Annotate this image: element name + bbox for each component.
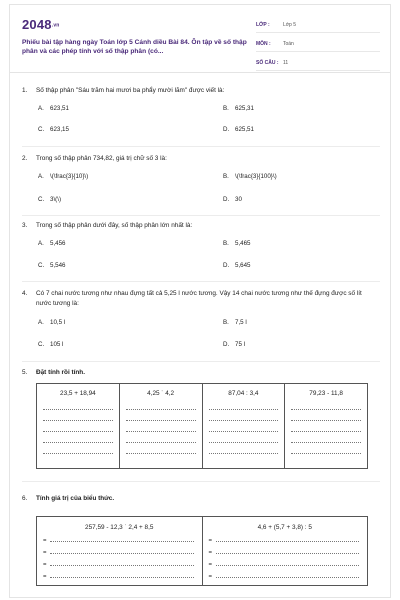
meta-panel bbox=[256, 18, 380, 75]
option-text: 5,645 bbox=[235, 262, 251, 269]
option-text: 5,456 bbox=[50, 240, 66, 247]
answer-line bbox=[43, 409, 113, 410]
option-c[interactable] bbox=[38, 341, 63, 348]
option-text: 30 bbox=[235, 196, 242, 203]
divider bbox=[22, 281, 380, 282]
option-key: D. bbox=[223, 196, 230, 203]
question-text: Trong số thập phân dưới đây, số thập phân lớn nhất là: bbox=[36, 222, 193, 229]
option-c[interactable] bbox=[38, 262, 65, 269]
answer-line bbox=[291, 420, 361, 421]
equals-sign: = bbox=[208, 538, 213, 544]
worksheet bbox=[9, 4, 391, 598]
equals-sign: = bbox=[208, 550, 213, 556]
meta-value: 11 bbox=[283, 60, 289, 66]
option-key: D. bbox=[223, 341, 230, 348]
answer-line bbox=[291, 409, 361, 410]
page-title: Phiếu bài tập hàng ngày Toán lớp 5 Cánh diều Bài 84. Ôn tập về số thập phân và các phép tính với số thập phân (có... bbox=[22, 39, 247, 55]
answer-line bbox=[43, 420, 113, 421]
calculation-expression: 4,25 ˙ 4,2 bbox=[147, 390, 175, 397]
option-c[interactable] bbox=[38, 126, 69, 133]
question-text: Số thập phân "Sáu trăm hai mươi ba phẩy mười lăm" được viết là: bbox=[36, 87, 225, 94]
answer-line bbox=[209, 453, 279, 454]
answer-line bbox=[43, 442, 113, 443]
question-number: 4. bbox=[22, 290, 28, 297]
equals-sign: = bbox=[43, 538, 47, 544]
divider bbox=[22, 146, 380, 147]
meta-value: Lớp 5 bbox=[283, 22, 297, 28]
question-text: Đặt tính rồi tính. bbox=[36, 369, 85, 376]
calculation-table bbox=[36, 383, 368, 469]
answer-line bbox=[43, 574, 194, 580]
option-b[interactable] bbox=[223, 319, 247, 326]
option-key: B. bbox=[223, 173, 229, 180]
meta-row-count bbox=[256, 56, 380, 71]
meta-key: SỐ CÂU : bbox=[256, 60, 279, 66]
answer-line bbox=[291, 453, 361, 454]
option-key: B. bbox=[223, 105, 229, 112]
question-number: 3. bbox=[22, 222, 28, 229]
calculation-expression: 79,23 - 11,8 bbox=[309, 390, 343, 397]
divider bbox=[22, 361, 380, 362]
answer-line bbox=[209, 574, 360, 580]
option-key: A. bbox=[38, 105, 44, 112]
option-text: 75 l bbox=[235, 341, 245, 348]
meta-row-subject bbox=[256, 37, 380, 52]
answer-line bbox=[126, 420, 196, 421]
answer-line bbox=[126, 442, 196, 443]
option-key: B. bbox=[223, 319, 229, 326]
logo-text: 2048 bbox=[22, 17, 52, 32]
equals-sign: = bbox=[208, 562, 213, 568]
option-key: C. bbox=[38, 262, 45, 269]
option-d[interactable] bbox=[223, 341, 245, 348]
option-text: \(\frac{3}{10}\) bbox=[50, 173, 89, 180]
question-number: 1. bbox=[22, 87, 28, 94]
equals-sign: = bbox=[208, 574, 213, 580]
equals-sign: = bbox=[43, 562, 47, 568]
option-key: B. bbox=[223, 240, 229, 247]
option-a[interactable] bbox=[38, 240, 65, 247]
answer-line bbox=[291, 431, 361, 432]
expression-cell[interactable] bbox=[37, 517, 203, 585]
option-d[interactable] bbox=[223, 196, 242, 203]
answer-line bbox=[126, 431, 196, 432]
question-number: 5. bbox=[22, 369, 28, 376]
header-divider bbox=[10, 72, 390, 73]
answer-line bbox=[209, 420, 279, 421]
answer-line bbox=[209, 442, 279, 443]
option-c[interactable] bbox=[38, 196, 61, 203]
option-text: 5,465 bbox=[235, 240, 251, 247]
answer-line bbox=[126, 409, 196, 410]
answer-line bbox=[126, 453, 196, 454]
option-a[interactable] bbox=[38, 105, 69, 112]
option-text: 625,51 bbox=[235, 126, 254, 133]
option-key: D. bbox=[223, 126, 230, 133]
option-key: C. bbox=[38, 196, 45, 203]
answer-line bbox=[43, 453, 113, 454]
site-logo[interactable] bbox=[22, 17, 60, 32]
answer-line bbox=[291, 442, 361, 443]
calculation-cell[interactable] bbox=[37, 384, 120, 468]
equals-sign: = bbox=[43, 550, 47, 556]
answer-line bbox=[43, 431, 113, 432]
meta-key: LỚP : bbox=[256, 22, 270, 28]
option-text: 625,31 bbox=[235, 105, 254, 112]
expression-table bbox=[36, 516, 368, 586]
meta-value: Toán bbox=[283, 41, 294, 47]
option-text: 105 l bbox=[50, 341, 64, 348]
option-key: D. bbox=[223, 262, 230, 269]
question-number: 6. bbox=[22, 495, 28, 502]
calculation-cell[interactable] bbox=[285, 384, 367, 468]
option-b[interactable] bbox=[223, 173, 277, 180]
divider bbox=[22, 215, 380, 216]
answer-line bbox=[209, 538, 360, 544]
option-text: 10,5 l bbox=[50, 319, 66, 326]
option-key: A. bbox=[38, 240, 44, 247]
question-text: Có 7 chai nước tương như nhau đựng tất cả 5,25 l nước tương. Vậy 14 chai nước tương như thế đựng được số lít nước tương là: bbox=[36, 290, 362, 307]
answer-line bbox=[209, 562, 360, 568]
calculation-expression: 23,5 + 18,94 bbox=[60, 390, 96, 397]
question-text: Tính giá trị của biểu thức. bbox=[36, 495, 115, 502]
question-text: Trong số thập phân 734,82, giá trị chữ số 3 là: bbox=[36, 155, 167, 162]
option-text: 7,5 l bbox=[235, 319, 247, 326]
option-b[interactable] bbox=[223, 240, 250, 247]
expression-text: 257,59 - 12,3 ˙ 2,4 + 8,5 bbox=[85, 524, 154, 531]
divider bbox=[22, 481, 380, 482]
answer-line bbox=[209, 550, 360, 556]
option-text: \(\frac{3}{100}\) bbox=[235, 173, 277, 180]
answer-line bbox=[43, 550, 194, 556]
meta-row-class bbox=[256, 18, 380, 33]
calculation-expression: 87,04 : 3,4 bbox=[228, 390, 259, 397]
answer-line bbox=[209, 431, 279, 432]
calculation-cell[interactable] bbox=[120, 384, 203, 468]
option-text: 623,51 bbox=[50, 105, 69, 112]
option-key: C. bbox=[38, 341, 45, 348]
equals-sign: = bbox=[43, 574, 47, 580]
answer-line bbox=[43, 538, 194, 544]
option-b[interactable] bbox=[223, 105, 254, 112]
option-key: A. bbox=[38, 173, 44, 180]
option-a[interactable] bbox=[38, 173, 88, 180]
option-text: 3\(\) bbox=[50, 196, 62, 203]
expression-cell[interactable] bbox=[203, 517, 368, 585]
option-key: A. bbox=[38, 319, 44, 326]
option-text: 5,546 bbox=[50, 262, 66, 269]
option-d[interactable] bbox=[223, 126, 254, 133]
option-text: 623,15 bbox=[50, 126, 69, 133]
calculation-cell[interactable] bbox=[203, 384, 286, 468]
meta-key: MÔN : bbox=[256, 41, 271, 47]
question-number: 2. bbox=[22, 155, 28, 162]
option-d[interactable] bbox=[223, 262, 250, 269]
logo-suffix: .vn bbox=[51, 22, 60, 29]
answer-line bbox=[43, 562, 194, 568]
option-key: C. bbox=[38, 126, 45, 133]
option-a[interactable] bbox=[38, 319, 65, 326]
expression-text: 4,6 + (5,7 + 3,8) : 5 bbox=[257, 524, 312, 531]
answer-line bbox=[209, 409, 279, 410]
